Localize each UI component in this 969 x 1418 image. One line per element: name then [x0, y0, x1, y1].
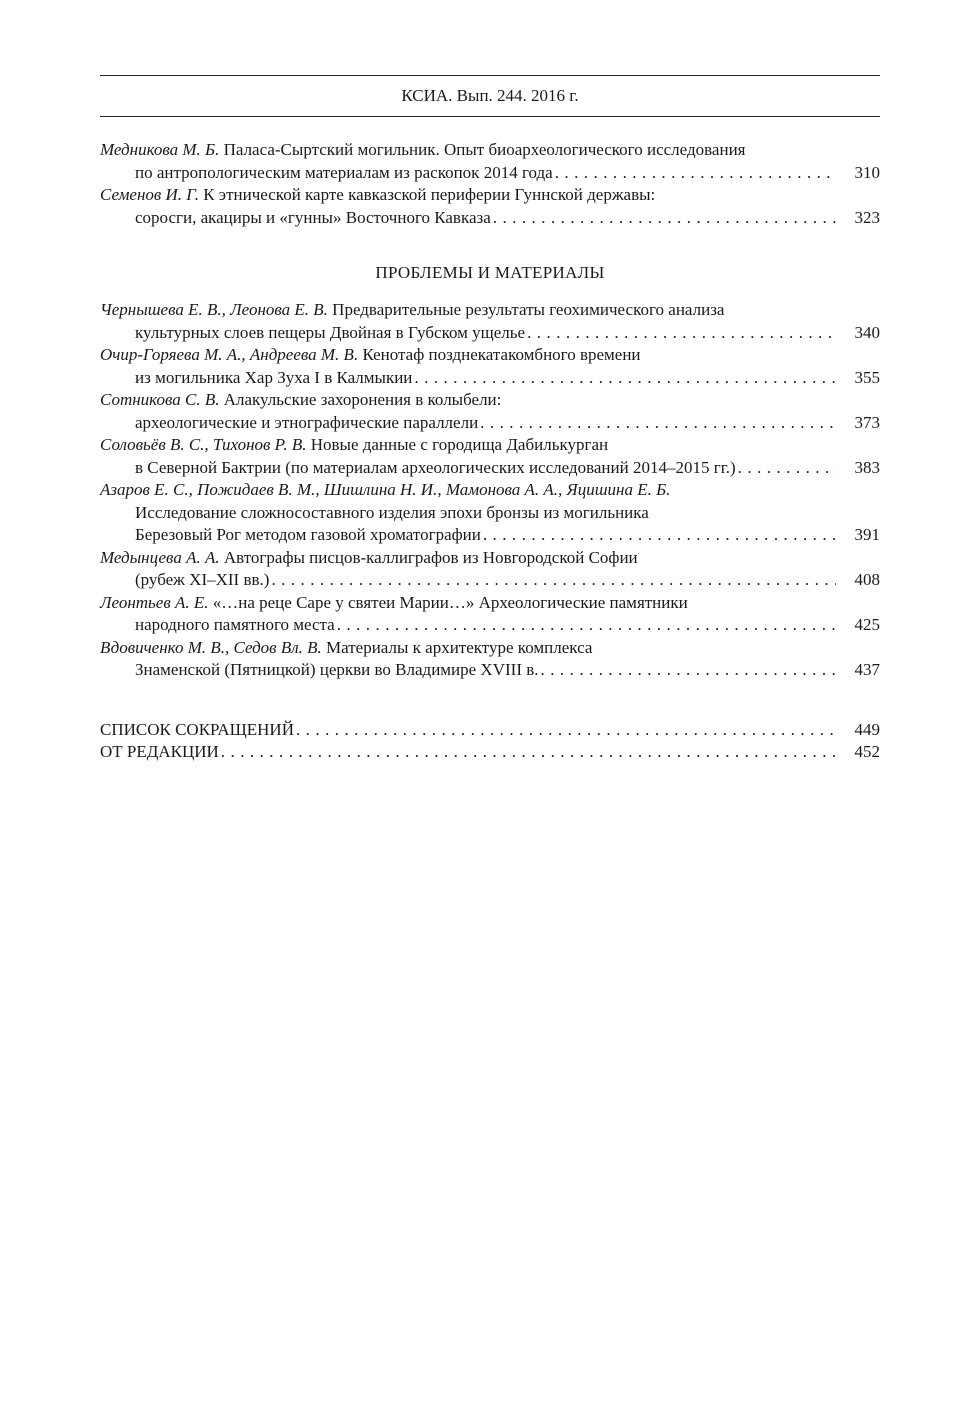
entry-title: СПИСОК СОКРАЩЕНИЙ — [100, 719, 294, 739]
toc-entry[interactable] — [100, 389, 880, 434]
entry-first-line — [100, 299, 880, 322]
toc-entry[interactable] — [100, 637, 880, 682]
toc-page — [100, 75, 880, 764]
entry-authors: Семенов И. Г. — [100, 185, 199, 204]
entry-first-line — [100, 434, 880, 457]
entry-last-line — [100, 367, 880, 390]
leader-dots — [337, 614, 836, 637]
toc-entry-abbreviations[interactable] — [100, 719, 880, 742]
page-number: 452 — [854, 742, 880, 761]
entry-title-part: «…на реце Саре у святеи Марии…» Археологические памятники — [208, 592, 688, 612]
entry-last-line — [100, 659, 880, 682]
entry-title-part: по антропологическим материалам из раскопок 2014 года — [135, 162, 553, 182]
header-rule-bottom — [100, 116, 880, 117]
entry-authors: Чернышева Е. В., Леонова Е. В. — [100, 300, 328, 319]
page-number: 383 — [854, 457, 880, 477]
entry-first-line — [100, 139, 880, 162]
entry-last-line — [100, 412, 880, 435]
page-number: 355 — [854, 367, 880, 387]
page-number: 425 — [854, 615, 880, 634]
entry-title: ОТ РЕДАКЦИИ — [100, 742, 219, 761]
entry-title-part: (рубеж XI–XII вв.) — [135, 570, 270, 589]
entry-last-line — [100, 162, 880, 185]
entry-title-part: в Северной Бактрии (по материалам археологических исследований 2014–2015 гг.) — [135, 457, 736, 477]
toc-entries-section — [100, 299, 880, 682]
section-title: ПРОБЛЕМЫ И МАТЕРИАЛЫ — [375, 263, 605, 282]
entry-title-part: Знаменской (Пятницкой) церкви во Владимире XVIII в. — [135, 660, 539, 679]
toc-entry[interactable] — [100, 479, 880, 547]
entry-last-line — [100, 322, 880, 345]
entry-authors: Очир-Горяева М. А., Андреева М. В. — [100, 345, 359, 364]
entry-first-line — [100, 592, 880, 615]
toc-entry[interactable] — [100, 139, 880, 184]
toc-entry[interactable] — [100, 184, 880, 229]
entry-authors: Леонтьев А. Е. — [100, 592, 209, 612]
toc-entries-top — [100, 139, 880, 229]
entry-first-line — [100, 637, 880, 660]
entry-last-line — [100, 614, 880, 637]
entry-title-part: Кенотаф позднекатакомбного времени — [358, 345, 641, 364]
page-number: 373 — [854, 412, 880, 432]
entry-authors: Медникова М. Б. — [100, 140, 220, 159]
entry-title-part: Предварительные результаты геохимического анализа — [327, 300, 725, 319]
entry-first-line — [100, 389, 880, 412]
leader-dots — [738, 457, 836, 480]
leader-dots — [414, 367, 836, 390]
entry-title-part: культурных слоев пещеры Двойная в Губском ущелье — [135, 322, 526, 342]
entry-title-part: Березовый Рог методом газовой хроматографии — [135, 525, 481, 544]
entry-first-line — [100, 479, 880, 502]
entry-last-line — [100, 207, 880, 230]
entry-first-line — [100, 184, 880, 207]
page-number: 391 — [854, 525, 880, 544]
entry-last-line — [100, 457, 880, 480]
entry-first-line — [100, 344, 880, 367]
entry-title-part: Исследование сложносоставного изделия эпохи бронзы из могильника — [135, 502, 649, 522]
leader-dots — [527, 322, 836, 345]
entry-authors: Медынцева А. А. — [100, 547, 220, 567]
toc-entry[interactable] — [100, 547, 880, 592]
entry-title-part: Паласа-Сыртский могильник. Опыт биоархеологического исследования — [219, 140, 746, 159]
page-number: 449 — [854, 719, 880, 739]
entry-title-part: К этнической карте кавказской периферии Гуннской державы: — [198, 185, 656, 204]
leader-dots — [480, 412, 836, 435]
entry-authors: Соловьёв В. С., Тихонов Р. В. — [100, 435, 307, 454]
entry-authors: Вдовиченко М. В., Седов Вл. В. — [100, 637, 322, 657]
entry-title-part: археологические и этнографические параллели — [135, 412, 479, 432]
toc-entry-editorial[interactable] — [100, 741, 880, 764]
entry-title-part: Автографы писцов-каллиграфов из Новгородской Софии — [219, 547, 638, 567]
toc-entry[interactable] — [100, 592, 880, 637]
leader-dots — [221, 741, 836, 764]
entry-title-part: Материалы к архитектуре комплекса — [321, 637, 593, 657]
leader-dots — [271, 569, 836, 592]
toc-entry[interactable] — [100, 434, 880, 479]
page-number: 408 — [854, 570, 880, 589]
leader-dots — [541, 659, 836, 682]
entry-authors: Сотникова С. В. — [100, 390, 220, 409]
entry-first-line — [100, 547, 880, 570]
entry-authors: Азаров Е. С., Пожидаев В. М., Шишлина Н. И., Мамонова А. А., Яцишина Е. Б. — [100, 480, 671, 499]
leader-dots — [296, 719, 836, 742]
toc-entry[interactable] — [100, 344, 880, 389]
entry-title-part: Новые данные с городища Дабилькурган — [306, 435, 609, 454]
leader-dots — [555, 162, 836, 185]
page-number: 310 — [854, 162, 880, 182]
entry-title-part: народного памятного места — [135, 615, 335, 634]
entry-title-part: Алакульские захоронения в колыбели: — [219, 390, 502, 409]
leader-dots — [483, 524, 836, 547]
page-number: 437 — [854, 660, 880, 679]
entry-last-line — [100, 524, 880, 547]
toc-entry[interactable] — [100, 299, 880, 344]
running-header: КСИА. Вып. 244. 2016 г. — [401, 86, 579, 105]
leader-dots — [493, 207, 836, 230]
entry-title-part: из могильника Хар Зуха I в Калмыкии — [135, 367, 413, 387]
page-number: 340 — [854, 322, 880, 342]
toc-tail — [100, 719, 880, 764]
entry-title-part: соросги, акациры и «гунны» Восточного Кавказа — [135, 207, 491, 227]
entry-last-line — [100, 569, 880, 592]
page-number: 323 — [854, 207, 880, 227]
